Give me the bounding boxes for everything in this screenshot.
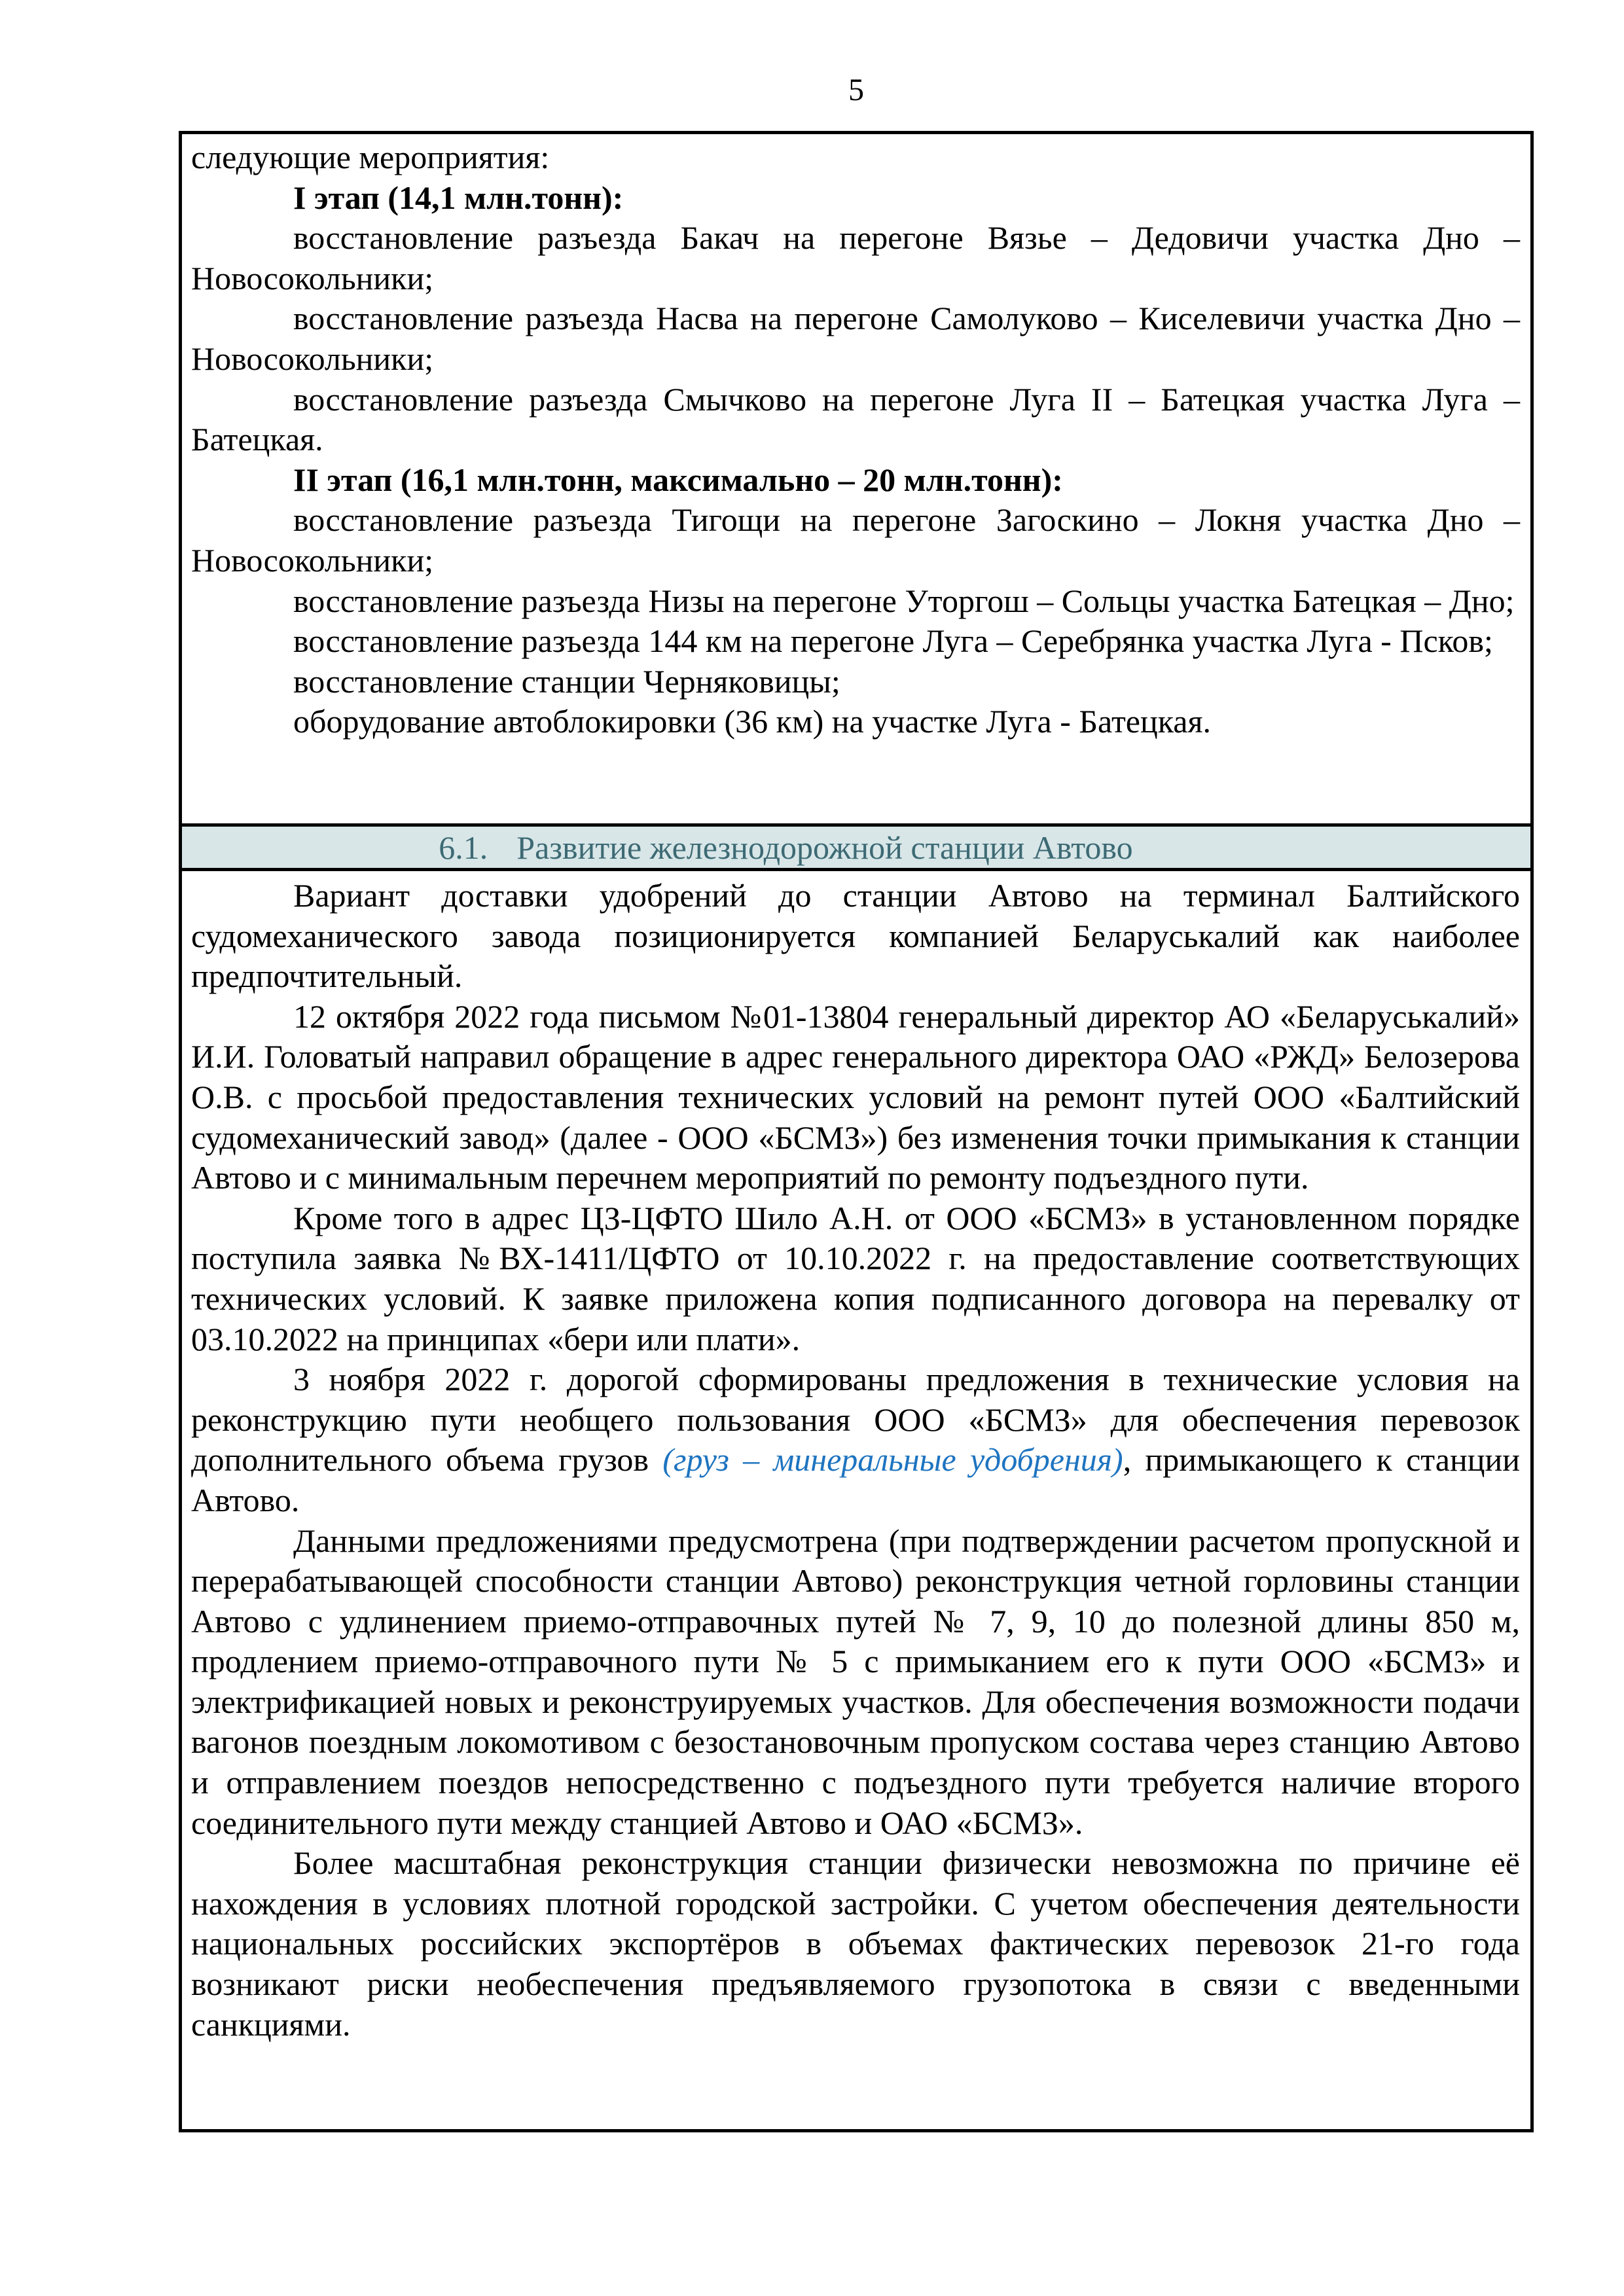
page-number: 5 xyxy=(848,73,864,107)
section-title: Развитие железнодорожной станции Автово xyxy=(516,829,1133,866)
paragraph-with-note xyxy=(191,1359,1520,1520)
stage2-item: восстановление разъезда Низы на перегоне Уторгош – Сольцы участка Батецкая – Дно; xyxy=(293,582,1515,619)
cargo-note: (груз – минеральные удобрения) xyxy=(662,1441,1123,1479)
content-frame xyxy=(179,131,1534,2132)
section-header-row xyxy=(182,823,1530,871)
note-suffix-text: , примыкающего к станции Автово. xyxy=(191,1441,1520,1518)
stage2-item: оборудование автоблокировки (36 км) на участке Луга - Батецкая. xyxy=(293,703,1211,740)
paragraph: Вариант доставки удобрений до станции Автово на терминал Балтийского судомеханического завода позиционируется компанией Беларуськалий как наиболее предпочтительный. xyxy=(191,877,1520,995)
stage2-item: восстановление разъезда 144 км на перегоне Луга – Серебрянка участка Луга - Псков; xyxy=(293,622,1493,660)
avtovo-section xyxy=(182,871,1530,2129)
note-prefix-text: 3 ноября 2022 г. дорогой сформированы предложения в технические условия на реконструкцию пути необщего пользования ООО «БСМЗ» для обеспечения перевозок дополнительного объема грузов xyxy=(191,1361,1520,1479)
stage1-heading: I этап (14,1 млн.тонн): xyxy=(293,179,624,216)
paragraph: Кроме того в адрес ЦЗ-ЦФТО Шило А.Н. от ООО «БСМЗ» в установленном порядке поступила заявка №ВХ-1411/ЦФТО от 10.10.2022 г. на предоставление соответствующих технических условий. К заявке приложена копия подписанного договора на перевалку от 03.10.2022 на принципах «бери или плати». xyxy=(191,1199,1520,1357)
paragraph: 12 октября 2022 года письмом №01-13804 генеральный директор АО «Беларуськалий» И.И. Головатый направил обращение в адрес генерального директора ОАО «РЖД» Белозерова О.В. с просьбой предоставления технических условий на ремонт путей ООО «Балтийский судомеханический завод» (далее - ООО «БСМЗ») без изменения точки примыкания к станции Автово и с минимальным перечнем мероприятий по ремонту подъездного пути. xyxy=(191,997,1520,1196)
stage1-item: восстановление разъезда Насва на перегоне Самолуково – Киселевичи участка Дно – Новосокольники; xyxy=(191,300,1520,377)
intro-line: следующие мероприятия: xyxy=(191,139,550,175)
stage2-heading: II этап (16,1 млн.тонн, максимально – 20 млн.тонн): xyxy=(293,461,1063,498)
stage-measures-section xyxy=(182,134,1530,823)
stage1-item: восстановление разъезда Смычково на перегоне Луга II – Батецкая участка Луга – Батецкая. xyxy=(191,380,1520,458)
stage2-item: восстановление станции Черняковицы; xyxy=(293,662,840,700)
section-number: 6.1. xyxy=(439,829,488,866)
stage2-item: восстановление разъезда Тигощи на перегоне Загоскино – Локня участка Дно – Новосокольники; xyxy=(191,501,1520,579)
paragraph: Более масштабная реконструкция станции физически невозможна по причине её нахождения в условиях плотной городской застройки. С учетом обеспечения деятельности национальных российских экспортёров в объемах фактических перевозок 21-го года возникают риски необеспечения предъявляемого грузопотока в связи с введенными санкциями. xyxy=(191,1844,1520,2043)
paragraph: Данными предложениями предусмотрена (при подтверждении расчетом пропускной и перерабатывающей способности станции Автово) реконструкция четной горловины станции Автово с удлинением приемо-отправочных путей № 7, 9, 10 до полезной длины 850 м, продлением приемо-отправочного пути № 5 с примыканием его к пути ООО «БСМЗ» и электрификацией новых и реконструируемых участков. Для обеспечения возможности подачи вагонов поездным локомотивом с безостановочным пропуском состава через станцию Автово и отправлением поездов непосредственно с подъездного пути требуется наличие второго соединительного пути между станцией Автово и ОАО «БСМЗ». xyxy=(191,1522,1520,1841)
stage1-item: восстановление разъезда Бакач на перегоне Вязье – Дедовичи участка Дно – Новосокольники; xyxy=(191,219,1520,296)
